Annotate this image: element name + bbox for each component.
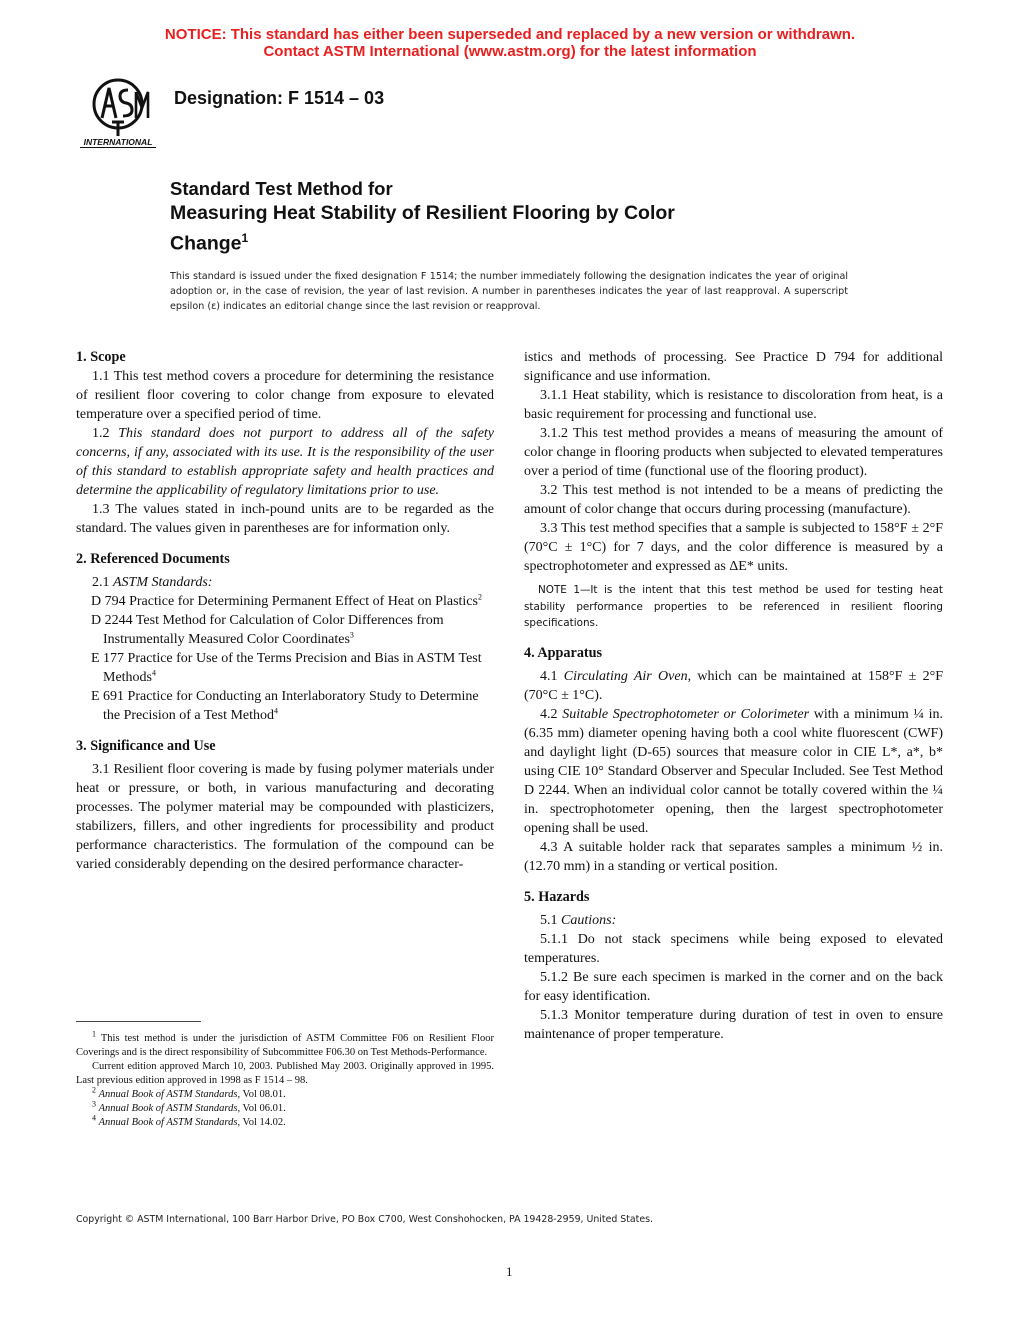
para-5-1-2: 5.1.2 Be sure each specimen is marked in the corner and on the back for easy identification. — [524, 969, 943, 1004]
ref-d794-sup: 2 — [477, 592, 482, 602]
para-2-1 — [76, 573, 494, 592]
footnotes — [76, 1029, 495, 1130]
ref-d2244-text: D 2244 Test Method for Calculation of Color Differences from Instrumentally Measured Color Coordinates — [91, 613, 444, 647]
issue-note: This standard is issued under the fixed designation F 1514; the number immediately following the designation indicates the year of original adoption or, in the case of revision, the year of last revision. A number in parentheses indicates the year of last reapproval. A superscript epsilon (ε) indicates an editorial change since the last revision or reapproval. — [170, 271, 848, 312]
notice-line-1: NOTICE: This standard has either been superseded and replaced by a new version or withdrawn. — [164, 26, 856, 43]
para-3-1-continued: istics and methods of processing. See Practice D 794 for additional significance and use information. — [524, 350, 943, 384]
section-5-heading: 5. Hazards — [524, 888, 590, 905]
footnote-2 — [76, 1085, 494, 1102]
footnote-1 — [76, 1029, 495, 1060]
document-title — [170, 176, 870, 257]
para-5-1 — [524, 911, 943, 930]
footnote-3-vol: , Vol 06.01. — [237, 1103, 286, 1114]
section-2-heading: 2. Referenced Documents — [76, 551, 230, 567]
para-3-2: 3.2 This test method is not intended to be a means of predicting the amount of color change that occurs during processing (manufacture). — [524, 483, 943, 517]
footnote-4-mark: 4 — [92, 1113, 96, 1123]
left-column — [76, 348, 494, 874]
right-column — [524, 348, 943, 1044]
para-1-2 — [76, 424, 494, 500]
para-1-1: 1.1 This test method covers a procedure for determining the resistance of resilient floor covering to color change from exposure to elevated temperature over a specified period of time. — [76, 369, 494, 422]
ref-d2244 — [76, 611, 494, 649]
ref-d2244-sup: 3 — [349, 630, 354, 640]
para-4-1 — [524, 667, 943, 705]
para-4-2 — [524, 705, 943, 838]
footnote-1-text: This test method is under the jurisdiction of ASTM Committee F06 on Resilient Floor Coverings and is the direct responsibility of Subcommittee F06.30 on Test Methods-Performance. — [76, 1033, 495, 1058]
para-4-2-rest: with a minimum ¼ in. (6.35 mm) diameter opening having both a cool white fluorescent (CWF) and daylight light (D-65) sources that measure color in CIE L*, a*, b* using CIE 10° Standard Observer and Specular Included. See Test Method D 2244. When an individual color cannot be totally covered within the ¼ in. spectrophotometer opening, then the largest spectrophotometer opening shall be used. — [524, 706, 943, 836]
ref-d794-text: D 794 Practice for Determining Permanent Effect of Heat on Plastics — [91, 594, 478, 609]
ref-d794 — [76, 592, 494, 611]
footnote-4 — [76, 1113, 494, 1130]
title-line-3-text: Change — [170, 232, 242, 255]
footnote-4-book: Annual Book of ASTM Standards — [98, 1117, 238, 1128]
para-4-1-rest: , which can be maintained at 158°F ± 2°F (70°C ± 1°C). — [524, 668, 944, 703]
para-3-1: 3.1 Resilient floor covering is made by fusing polymer materials under heat or pressure, or both, in various manufacturing and decorating processes. The polymer material may be compounded with plasticizers, stabilizers, fillers, and other ingredients for processibility and product performance characteristics. The formulation of the compound can be varied considerably depending on the desired performance character- — [76, 762, 494, 872]
title-line-3 — [170, 226, 870, 257]
note-1-text: —It is the intent that this test method be used for testing heat stability performance properties to be referenced in resilient flooring specifications. — [524, 584, 943, 629]
note-1 — [524, 582, 943, 632]
para-4-3: 4.3 A suitable holder rack that separates samples a minimum ½ in. (12.70 mm) in a standing or vertical position. — [524, 839, 943, 874]
footnote-3-book: Annual Book of ASTM Standards — [98, 1103, 238, 1114]
footnote-1-mark: 1 — [92, 1029, 96, 1039]
supersession-notice — [0, 26, 1020, 60]
para-5-1-num: 5.1 — [540, 912, 561, 928]
astm-logo — [76, 78, 160, 150]
footnote-4-vol: , Vol 14.02. — [237, 1117, 286, 1128]
footnote-2-vol: , Vol 08.01. — [237, 1089, 286, 1100]
footnote-2-book: Annual Book of ASTM Standards — [98, 1089, 238, 1100]
ref-e691 — [76, 687, 494, 725]
para-2-1-text: ASTM Standards: — [113, 575, 213, 590]
ref-e691-text: E 691 Practice for Conducting an Interlaboratory Study to Determine the Precision of a Test Method — [91, 689, 479, 723]
para-1-2-text: This standard does not purport to address all of the safety concerns, if any, associated with its use. It is the responsibility of the user of this standard to establish appropriate safety and health practices and determine the applicability of regulatory limitations prior to use. — [76, 426, 495, 498]
para-2-1-num: 2.1 — [92, 575, 113, 590]
para-5-1-1: 5.1.1 Do not stack specimens while being exposed to elevated temperatures. — [524, 931, 943, 966]
section-4-heading: 4. Apparatus — [524, 644, 603, 661]
para-4-1-num: 4.1 — [540, 668, 564, 684]
section-1-heading: 1. Scope — [76, 349, 126, 365]
para-1-2-num: 1.2 — [92, 426, 119, 441]
para-1-3: 1.3 The values stated in inch-pound units are to be regarded as the standard. The values given in parentheses are for information only. — [76, 502, 494, 536]
astm-logo-icon — [76, 78, 160, 150]
para-3-1-1: 3.1.1 Heat stability, which is resistance to discoloration from heat, is a basic requirement for processing and functional use. — [524, 388, 943, 422]
logo-label: INTERNATIONAL — [83, 137, 153, 147]
title-line-1: Standard Test Method for — [170, 178, 393, 199]
para-3-3: 3.3 This test method specifies that a sample is subjected to 158°F ± 2°F (70°C ± 1°C) for 7 days, and the color difference is measured by a spectrophotometer and expressed as ΔE* units. — [524, 521, 943, 574]
footnote-2-mark: 2 — [92, 1085, 96, 1095]
page-number: 1 — [506, 1264, 513, 1279]
copyright-notice: Copyright © ASTM International, 100 Barr Harbor Drive, PO Box C700, West Conshohocken, PA 19428-2959, United States. — [76, 1214, 653, 1225]
ref-e177-text: E 177 Practice for Use of the Terms Precision and Bias in ASTM Test Methods — [91, 651, 482, 685]
ref-e177 — [76, 649, 494, 687]
ref-e177-sup: 4 — [152, 668, 156, 678]
note-1-label: NOTE 1 — [538, 584, 580, 596]
title-footnote-mark: 1 — [241, 231, 249, 245]
ref-e691-sup: 4 — [274, 706, 279, 716]
para-3-1-2: 3.1.2 This test method provides a means of measuring the amount of color change in flooring products when subjected to elevated temperatures over a period of time (functional use of the flooring product). — [524, 426, 943, 479]
designation: Designation: F 1514 – 03 — [174, 88, 385, 108]
para-5-1-italic: Cautions: — [561, 912, 617, 928]
footnote-rule — [76, 1021, 201, 1022]
footnote-1b: Current edition approved March 10, 2003. Published May 2003. Originally approved in 1995. Last previous edition approved in 1998 as F 1514 – 98. — [76, 1061, 494, 1086]
para-4-1-italic: Circulating Air Oven — [563, 668, 688, 684]
notice-line-2: Contact ASTM International (www.astm.org) for the latest information — [263, 43, 757, 60]
title-line-2: Measuring Heat Stability of Resilient Flooring by Color — [170, 202, 675, 224]
footnote-3 — [76, 1099, 494, 1116]
section-3-heading: 3. Significance and Use — [76, 738, 216, 754]
para-5-1-3: 5.1.3 Monitor temperature during duration of test in oven to ensure maintenance of proper temperature. — [524, 1007, 943, 1042]
para-4-2-italic: Suitable Spectrophotometer or Colorimeter — [562, 706, 810, 722]
para-4-2-num: 4.2 — [540, 706, 563, 722]
footnote-3-mark: 3 — [92, 1099, 96, 1109]
